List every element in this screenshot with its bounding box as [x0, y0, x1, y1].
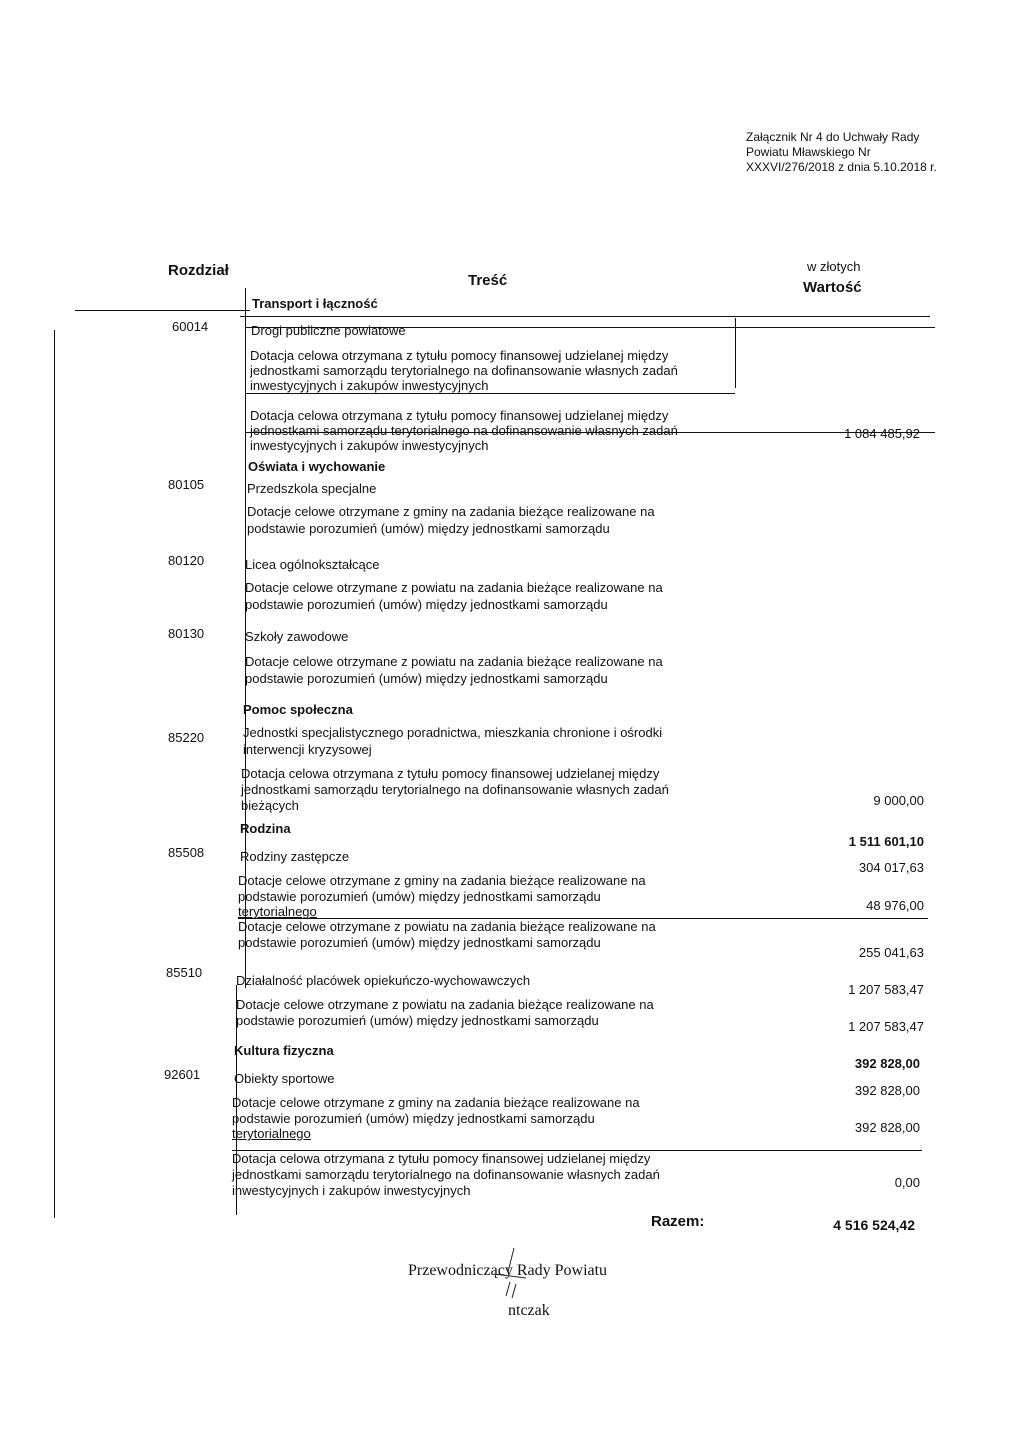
unit-label: w złotych	[807, 259, 861, 274]
text-line: podstawie porozumień (umów) między jednostkami samorządu	[238, 935, 601, 950]
value: 1 207 583,47	[848, 1019, 924, 1034]
text-line: Dotacje celowe otrzymane z gminy na zadania bieżące realizowane na	[238, 873, 646, 888]
code-80105: 80105	[168, 477, 205, 492]
text-line: podstawie porozumień (umów) między jednostkami samorządu	[238, 889, 601, 904]
section-kultura: Kultura fizyczna	[234, 1043, 334, 1058]
item-drogi: Drogi publiczne powiatowe	[251, 323, 406, 338]
item-przedszkola: Przedszkola specjalne	[247, 481, 377, 496]
column-wartosc: Wartość	[803, 279, 862, 296]
text-line: podstawie porozumień (umów) między jednostkami samorządu	[245, 671, 608, 686]
value: 255 041,63	[858, 945, 924, 960]
text-line: Dotacje celowe otrzymane z powiatu na zadania bieżące realizowane na	[236, 997, 654, 1012]
text-line: podstawie porozumień (umów) między jednostkami samorządu	[245, 597, 608, 612]
text-line: Dotacja celowa otrzymana z tytułu pomocy finansowej udzielanej między	[250, 408, 669, 423]
left-border	[54, 330, 55, 1218]
handwritten-signature-mark	[486, 1240, 536, 1300]
section-rodzina: Rodzina	[240, 821, 291, 836]
value: 1 207 583,47	[848, 982, 924, 997]
text-line: interwencji kryzysowej	[243, 742, 372, 757]
text-line: Dotacje celowe otrzymane z powiatu na zadania bieżące realizowane na	[245, 580, 663, 595]
code-85220: 85220	[168, 730, 205, 745]
text-line: Dotacje celowe otrzymane z gminy na zadania bieżące realizowane na	[232, 1095, 640, 1110]
text-line: jednostkami samorządu terytorialnego na dofinansowanie własnych zadań	[241, 782, 669, 797]
code-92601: 92601	[164, 1067, 201, 1082]
value: 1 511 601,10	[848, 834, 924, 849]
text-line: Dotacja celowa otrzymana z tytułu pomocy finansowej udzielanej między	[250, 348, 669, 363]
text-line: inwestycyjnych i zakupów inwestycyjnych	[232, 1183, 471, 1198]
code-85508: 85508	[168, 845, 205, 860]
text-line: Dotacja celowa otrzymana z tytułu pomocy finansowej udzielanej między	[232, 1151, 651, 1166]
value: 392 828,00	[854, 1056, 920, 1071]
row-rule	[245, 393, 735, 394]
value: 1 084 485,92	[844, 426, 920, 441]
item-placowki: Działalność placówek opiekuńczo-wychowawczych	[236, 973, 531, 988]
value: 48 976,00	[866, 898, 924, 913]
total-value: 4 516 524,42	[833, 1217, 915, 1233]
signature-title: Przewodniczący Rady Powiatu	[408, 1262, 608, 1279]
text-line: inwestycyjnych i zakupów inwestycyjnych	[250, 438, 489, 453]
text-line: terytorialnego	[238, 904, 317, 919]
text-line: Dotacje celowe otrzymane z gminy na zadania bieżące realizowane na	[247, 504, 655, 519]
text-line: Dotacje celowe otrzymane z powiatu na zadania bieżące realizowane na	[238, 919, 656, 934]
total-label: Razem:	[651, 1213, 705, 1230]
section-transport: Transport i łączność	[252, 296, 378, 311]
value: 392 828,00	[854, 1120, 920, 1135]
text-line: bieżących	[241, 798, 299, 813]
signature-name: ntczak	[508, 1302, 550, 1319]
code-85510: 85510	[166, 965, 203, 980]
attachment-line-2: Powiatu Mławskiego Nr	[746, 145, 871, 159]
code-80130: 80130	[168, 626, 205, 641]
column-tresc: Treść	[468, 272, 508, 289]
section-pomoc: Pomoc społeczna	[243, 702, 353, 717]
value: 9 000,00	[873, 793, 924, 808]
header-rule-left	[75, 310, 250, 311]
item-zastepcze: Rodziny zastępcze	[240, 849, 350, 864]
header-rule	[240, 316, 930, 317]
text-line: Dotacje celowe otrzymane z powiatu na zadania bieżące realizowane na	[245, 654, 663, 669]
code-80120: 80120	[168, 553, 205, 568]
text-line: terytorialnego	[232, 1126, 311, 1141]
item-obiekty: Obiekty sportowe	[234, 1071, 335, 1086]
text-line: inwestycyjnych i zakupów inwestycyjnych	[250, 378, 489, 393]
section-oswiata: Oświata i wychowanie	[248, 459, 386, 474]
text-line: podstawie porozumień (umów) między jednostkami samorządu	[232, 1111, 595, 1126]
text-line: Dotacja celowa otrzymana z tytułu pomocy finansowej udzielanej między	[241, 766, 660, 781]
value: 0,00	[894, 1175, 920, 1190]
value: 304 017,63	[858, 860, 924, 875]
text-line: jednostkami samorządu terytorialnego na dofinansowanie własnych zadań	[250, 423, 678, 438]
text-line: podstawie porozumień (umów) między jednostkami samorządu	[247, 521, 610, 536]
attachment-line-1: Załącznik Nr 4 do Uchwały Rady	[746, 130, 920, 144]
text-line: jednostkami samorządu terytorialnego na dofinansowanie własnych zadań	[232, 1167, 660, 1182]
text-line: jednostkami samorządu terytorialnego na dofinansowanie własnych zadań	[250, 363, 678, 378]
text-line: podstawie porozumień (umów) między jednostkami samorządu	[236, 1013, 599, 1028]
attachment-line-3: XXXVI/276/2018 z dnia 5.10.2018 r.	[746, 160, 937, 174]
column-divider	[735, 318, 736, 388]
text-line: Jednostki specjalistycznego poradnictwa, mieszkania chronione i ośrodki	[243, 725, 663, 740]
item-szkoly: Szkoły zawodowe	[245, 629, 349, 644]
value: 392 828,00	[854, 1083, 920, 1098]
item-licea: Licea ogólnokształcące	[245, 557, 380, 572]
code-60014: 60014	[172, 319, 209, 334]
column-rozdzial: Rozdział	[168, 262, 229, 279]
